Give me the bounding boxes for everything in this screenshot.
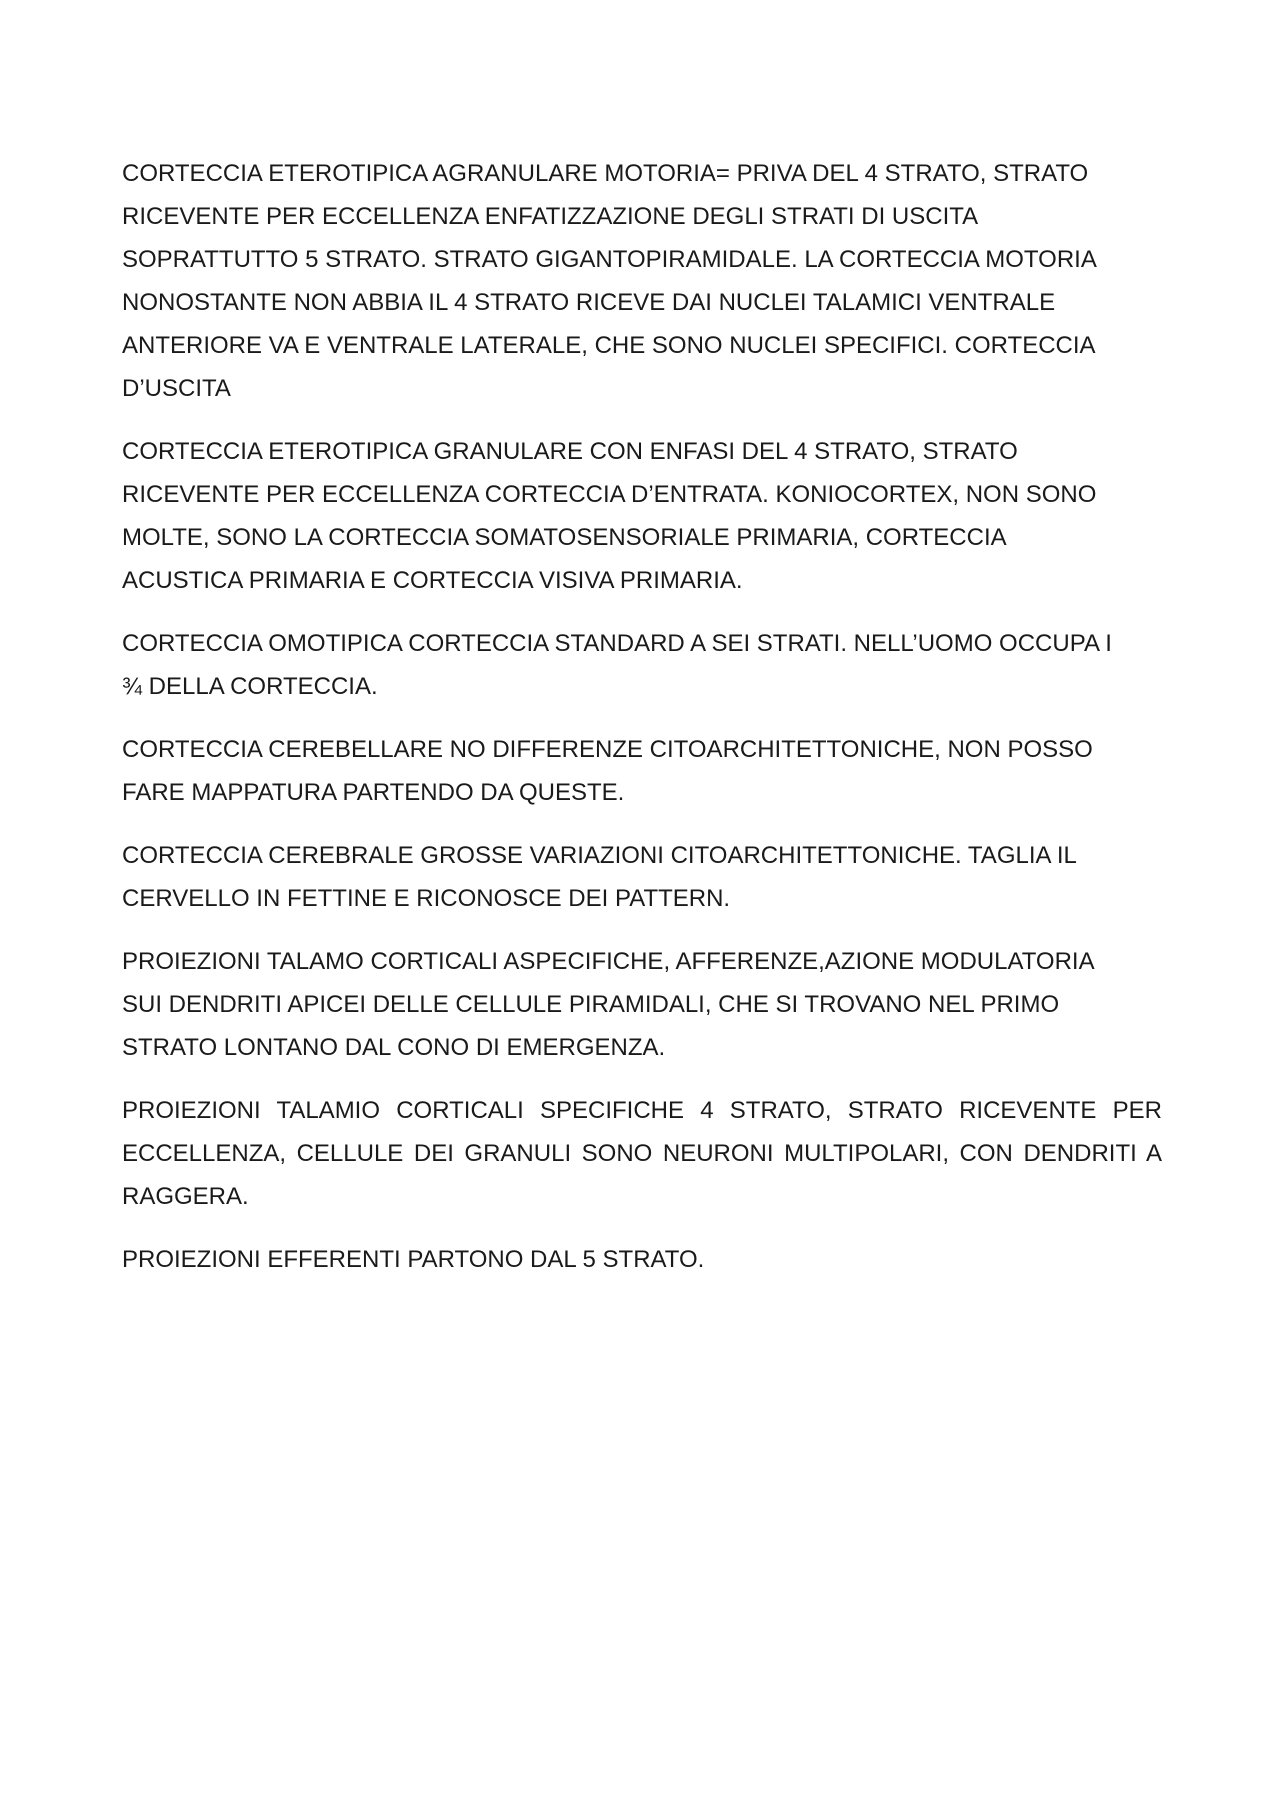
paragraph-efferent-projections: PROIEZIONI EFFERENTI PARTONO DAL 5 STRATO. — [122, 1246, 705, 1273]
paragraph-cerebellar-cortex: CORTECCIA CEREBELLARE NO DIFFERENZE CITOARCHITETTONICHE, NON POSSO FARE MAPPATURA PARTENDO DA QUESTE. — [122, 736, 1093, 806]
paragraph-specific-projections: PROIEZIONI TALAMIO CORTICALI SPECIFICHE 4 STRATO, STRATO RICEVENTE PER ECCELLENZA, CELLULE DEI GRANULI SONO NEURONI MULTIPOLARI, CON DENDRITI A RAGGERA. — [122, 1097, 1162, 1210]
paragraph-nonspecific-projections: PROIEZIONI TALAMO CORTICALI ASPECIFICHE, AFFERENZE,AZIONE MODULATORIA SUI DENDRITI APICEI DELLE CELLULE PIRAMIDALI, CHE SI TROVANO NEL PRIMO STRATO LONTANO DAL CONO DI EMERGENZA. — [122, 948, 1095, 1061]
paragraph-homotypic-cortex: CORTECCIA OMOTIPICA CORTECCIA STANDARD A SEI STRATI. NELL’UOMO OCCUPA I ¾ DELLA CORTECCIA. — [122, 630, 1112, 700]
paragraph-cerebral-cortex: CORTECCIA CEREBRALE GROSSE VARIAZIONI CITOARCHITETTONICHE. TAGLIA IL CERVELLO IN FETTINE E RICONOSCE DEI PATTERN. — [122, 842, 1077, 912]
paragraph-granular-cortex: CORTECCIA ETEROTIPICA GRANULARE CON ENFASI DEL 4 STRATO, STRATO RICEVENTE PER ECCELLENZA CORTECCIA D’ENTRATA. KONIOCORTEX, NON SONO MOLTE, SONO LA CORTECCIA SOMATOSENSORIALE PRIMARIA, CORTECCIA ACUSTICA PRIMARIA E CORTECCIA VISIVA PRIMARIA. — [122, 438, 1097, 594]
document-body — [122, 152, 1162, 1281]
paragraph-agranular-cortex: CORTECCIA ETEROTIPICA AGRANULARE MOTORIA= PRIVA DEL 4 STRATO, STRATO RICEVENTE PER ECCELLENZA ENFATIZZAZIONE DEGLI STRATI DI USCITA SOPRATTUTTO 5 STRATO. STRATO GIGANTOPIRAMIDALE. LA CORTECCIA MOTORIA NONOSTANTE NON ABBIA IL 4 STRATO RICEVE DAI NUCLEI TALAMICI VENTRALE ANTERIORE VA E VENTRALE LATERALE, CHE SONO NUCLEI SPECIFICI. CORTECCIA D’USCITA — [122, 160, 1097, 402]
